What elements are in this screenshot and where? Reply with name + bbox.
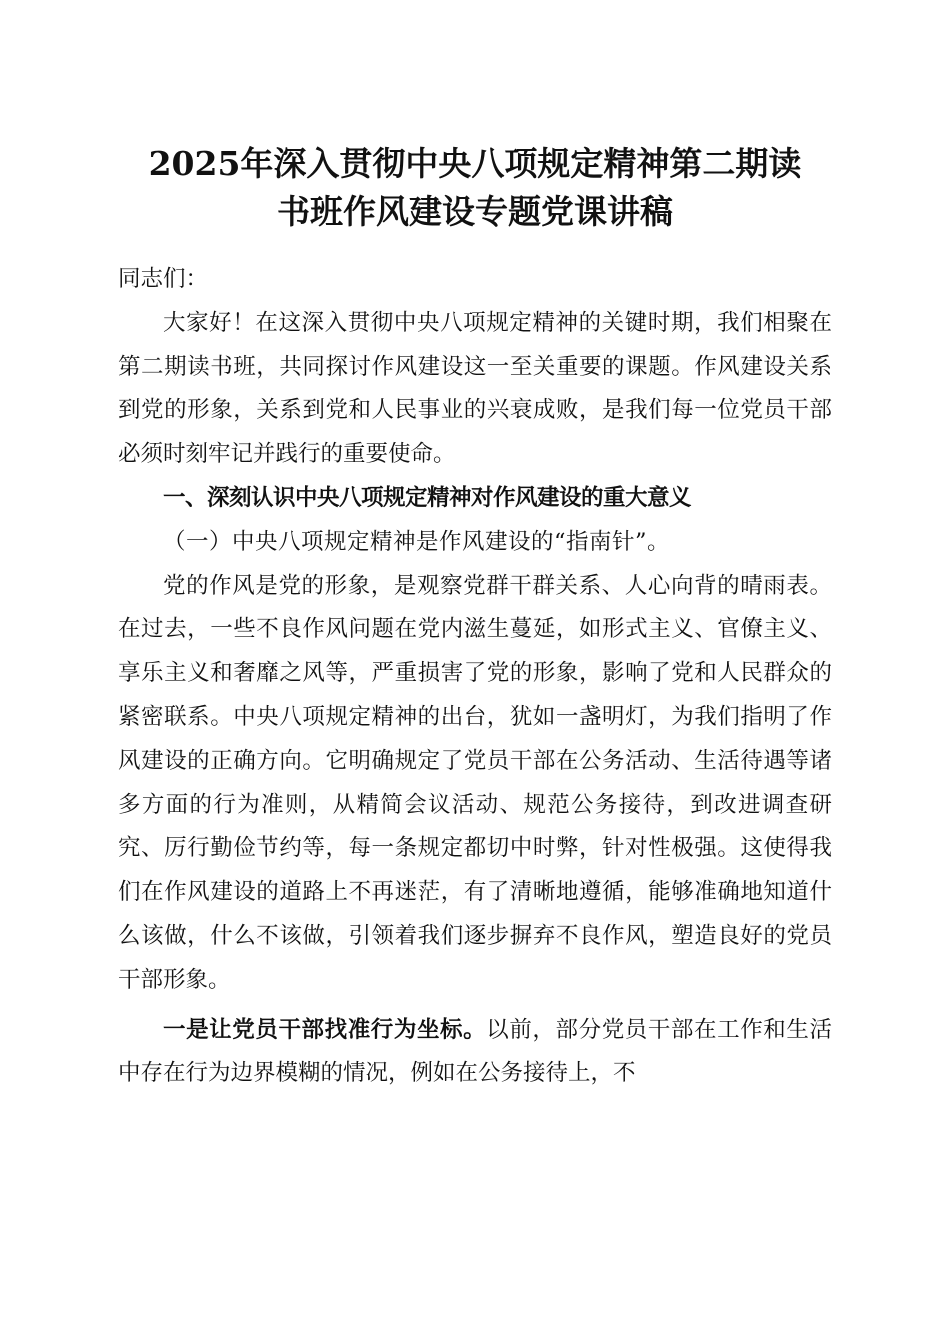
document-title [118,140,832,236]
subsection-heading-1: （一）中央八项规定精神是作风建设的“指南针”。 [163,528,671,555]
body-paragraph-1: 党的作风是党的形象，是观察党群干群关系、人心向背的晴雨表。在过去，一些不良作风问题在党内滋生蔓延，如形式主义、官僚主义、享乐主义和奢靡之风等，严重损害了党的形象，影响了党和人民群众的紧密联系。中央八项规定精神的出台，犹如一盏明灯，为我们指明了作风建设的正确方向。它明确规定了党员干部在公务活动、生活待遇等诸多方面的行为准则，从精简会议活动、规范公务接待，到改进调查研究、厉行勤俭节约等，每一条规定都切中时弊，针对性极强。这使得我们在作风建设的道路上不再迷茫，有了清晰地遵循，能够准确地知道什么该做，什么不该做，引领着我们逐步摒弃不良作风，塑造良好的党员干部形象。 [118,572,832,993]
paragraph-text: 以前，部分党员干部在工作和生活中存在行为边界模糊的情况，例如在公务接待上，不 [118,1016,832,1087]
section-heading-1: 一、深刻认识中央八项规定精神对作风建设的重大意义 [163,484,692,511]
document-body [118,258,832,1096]
paragraph-lead-phrase: 一是让党员干部找准行为坐标。 [163,1016,487,1043]
intro-paragraph: 大家好！在这深入贯彻中央八项规定精神的关键时期，我们相聚在第二期读书班，共同探讨作风建设这一至关重要的课题。作风建设关系到党的形象，关系到党和人民事业的兴衰成败，是我们每一位党员干部必须时刻牢记并践行的重要使命。 [118,309,832,468]
salutation: 同志们： [118,266,209,292]
title-line-2: 书班作风建设专题党课讲稿 [277,192,673,231]
title-line-1: 2025年深入贯彻中央八项规定精神第二期读 [148,144,802,183]
body-paragraph-2 [118,1009,832,1097]
